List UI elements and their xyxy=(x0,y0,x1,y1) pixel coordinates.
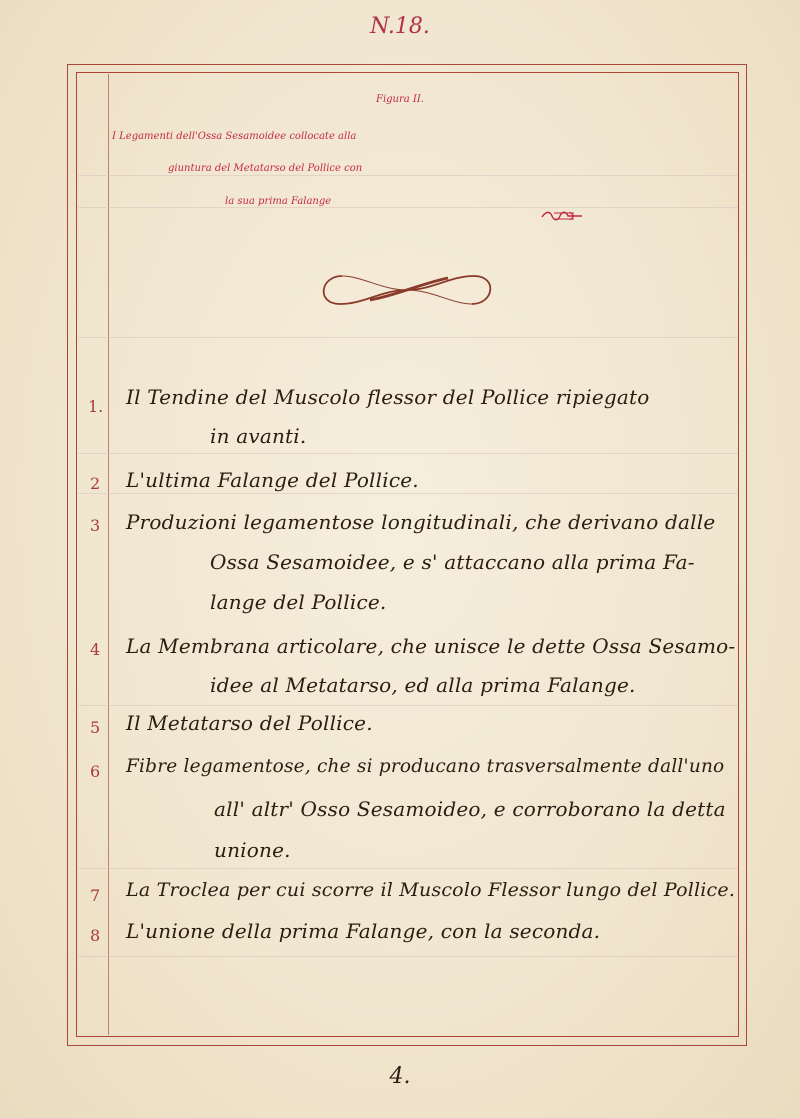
item-3-line-3: lange del Pollice. xyxy=(210,590,387,614)
page-number-top: N.18. xyxy=(370,14,430,39)
item-7-line-1: La Troclea per cui scorre il Muscolo Flessor lungo del Pollice. xyxy=(126,879,736,901)
item-6-line-1: Fibre legamentose, che si producano trasversalmente dall'uno xyxy=(126,756,725,777)
ruled-line xyxy=(78,868,738,869)
caption-line-3: la sua prima Falange xyxy=(225,196,332,207)
ruled-line xyxy=(78,175,738,176)
caption-line-2: giuntura del Metatarso del Pollice con xyxy=(168,163,363,174)
item-6-line-2: all' altr' Osso Sesamoideo, e corroborano la detta xyxy=(214,797,726,821)
item-4-line-2: idee al Metatarso, ed alla prima Falange. xyxy=(210,673,636,697)
ruled-line xyxy=(78,453,738,454)
item-number: 3 xyxy=(90,516,101,535)
figure-title: Figura II. xyxy=(376,94,424,105)
item-3-line-1: Produzioni legamentose longitudinali, che derivano dalle xyxy=(126,510,716,534)
item-4-line-1: La Membrana articolare, che unisce le dette Ossa Sesamo- xyxy=(126,634,736,658)
item-5-line-1: Il Metatarso del Pollice. xyxy=(126,711,373,735)
item-number: 6 xyxy=(90,762,101,781)
item-8-line-1: L'unione della prima Falange, con la seconda. xyxy=(126,919,601,943)
item-2-line-1: L'ultima Falange del Pollice. xyxy=(126,468,419,492)
item-number: 5 xyxy=(90,718,101,737)
item-number: 8 xyxy=(90,926,101,945)
ruled-line xyxy=(78,207,738,208)
ruled-line xyxy=(78,956,738,957)
item-number: 1. xyxy=(88,397,104,416)
item-number: 4 xyxy=(90,640,101,659)
ruled-line xyxy=(78,705,738,706)
left-margin-rule xyxy=(108,74,109,1035)
ruled-line xyxy=(78,337,738,338)
item-1-line-2: in avanti. xyxy=(210,424,307,448)
small-flourish-ornament xyxy=(540,207,584,225)
caption-line-1: I Legamenti dell'Ossa Sesamoidee collocate alla xyxy=(112,131,357,142)
item-6-line-3: unione. xyxy=(214,838,291,862)
page-number-bottom: 4. xyxy=(389,1064,411,1089)
item-1-line-1: Il Tendine del Muscolo flessor del Pollice ripiegato xyxy=(126,385,650,409)
item-number: 7 xyxy=(90,886,101,905)
item-number: 2 xyxy=(90,474,101,493)
ruled-line xyxy=(78,493,738,494)
decorative-flourish-ornament xyxy=(312,266,502,314)
item-3-line-2: Ossa Sesamoidee, e s' attaccano alla prima Fa- xyxy=(210,550,695,574)
